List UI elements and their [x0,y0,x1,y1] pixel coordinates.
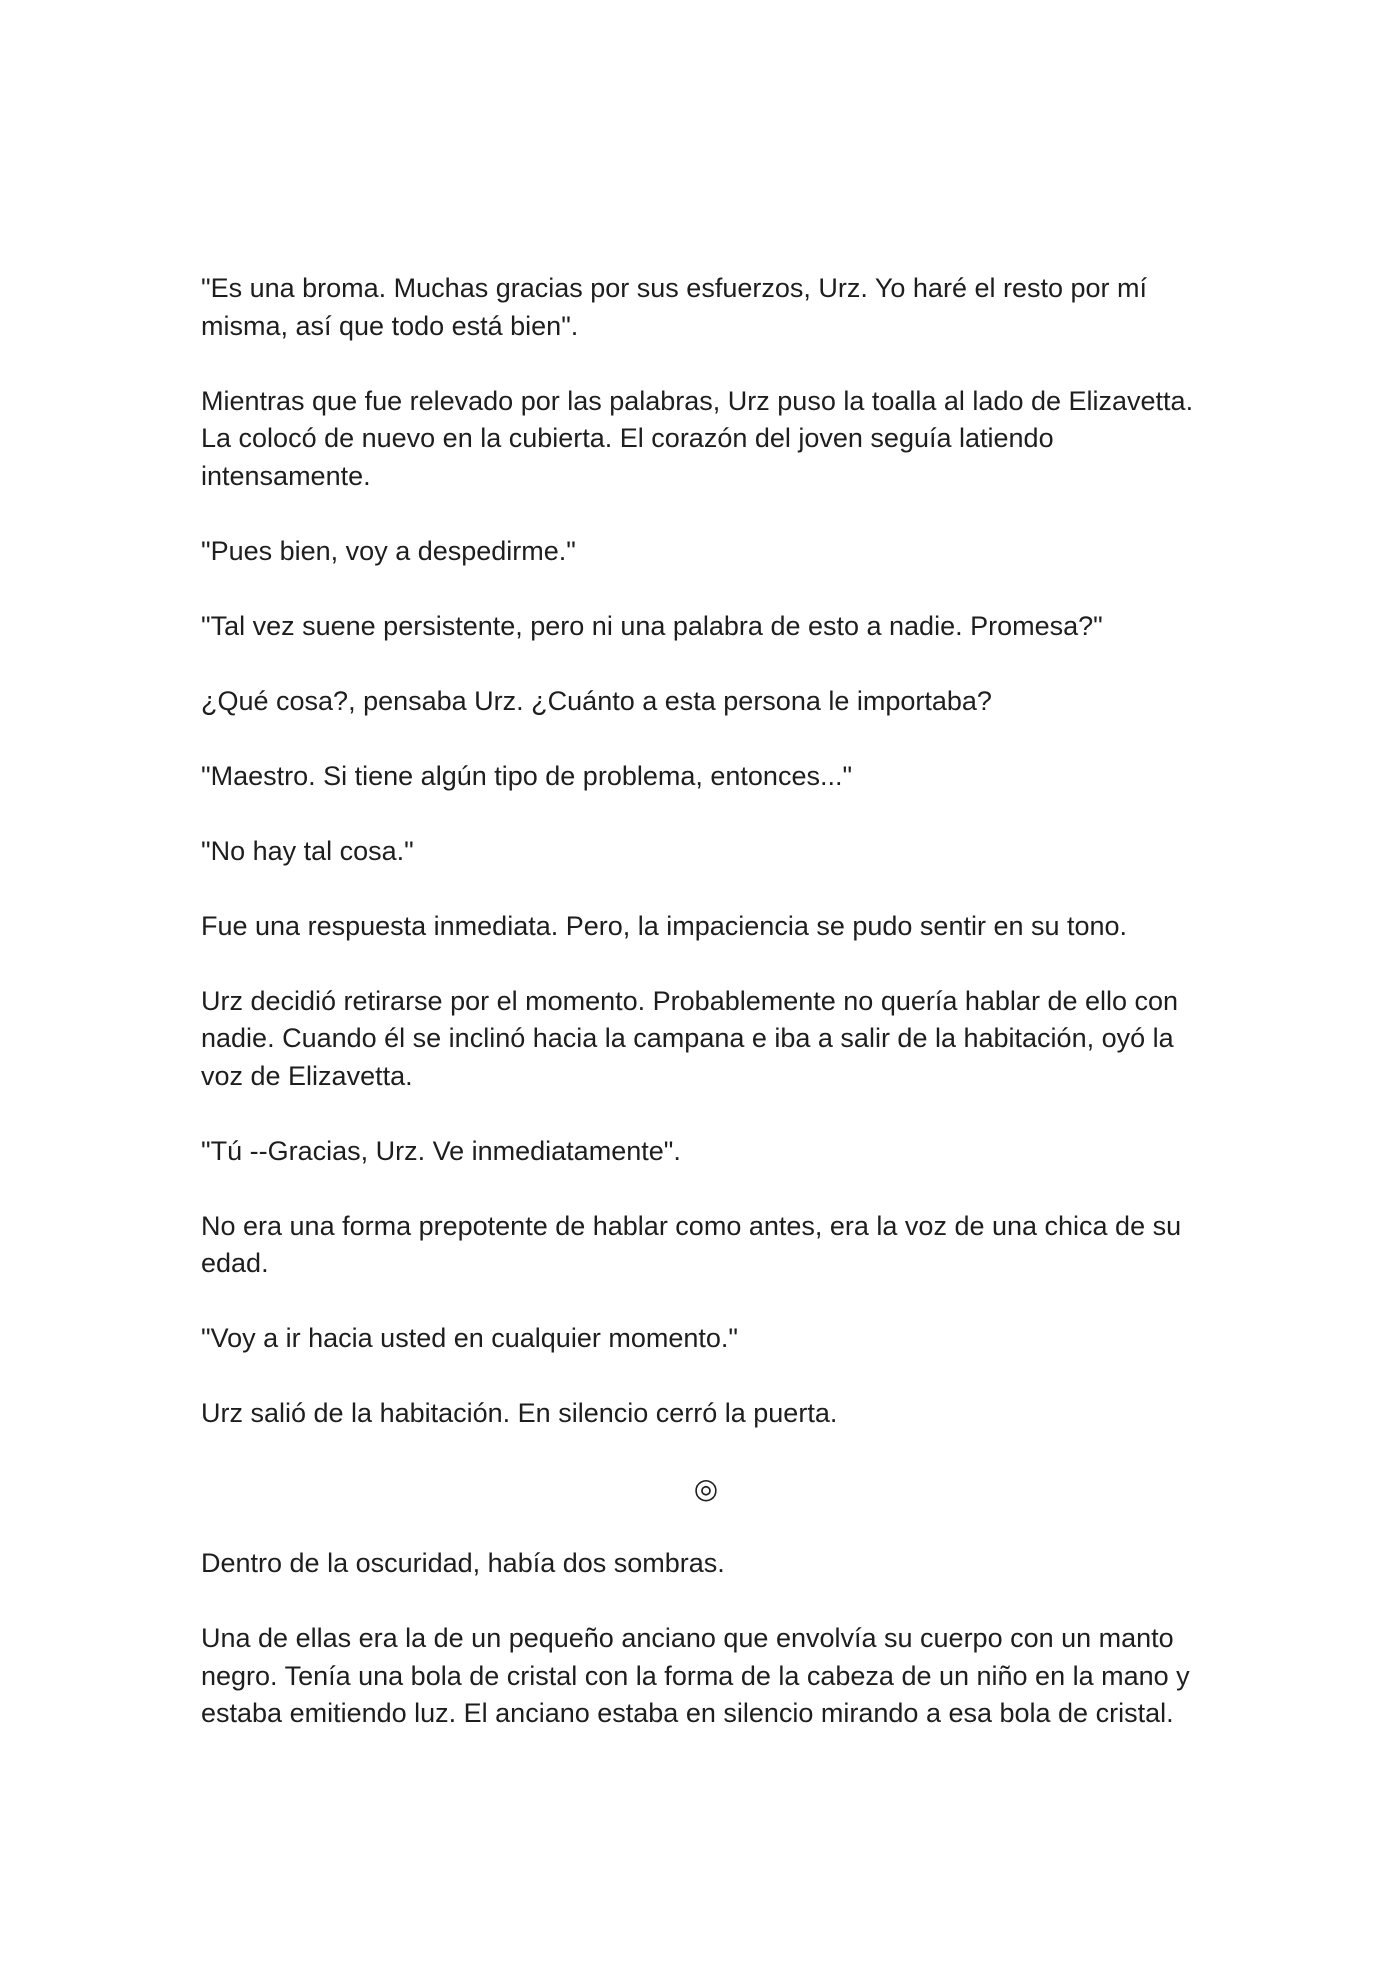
paragraph: "No hay tal cosa." [201,835,414,866]
paragraph: "Tal vez suene persistente, pero ni una palabra de esto a nadie. Promesa?" [201,610,1103,641]
paragraph: "Tú --Gracias, Urz. Ve inmediatamente". [201,1135,681,1166]
paragraph: "Pues bien, voy a despedirme." [201,535,576,566]
scene-break-icon: ◎ [693,1473,719,1504]
paragraph: Una de ellas era la de un pequeño anciano que envolvía su cuerpo con un manto negro. Tenía una bola de cristal con la forma de la cabeza de un niño en la mano y estaba emitiendo luz. El anciano estaba en silencio mirando a esa bola de cristal. [201,1623,1190,1728]
paragraph: Mientras que fue relevado por las palabras, Urz puso la toalla al lado de Elizavetta. La colocó de nuevo en la cubierta. El corazón del joven seguía latiendo intensamente. [201,385,1194,491]
paragraph: "Voy a ir hacia usted en cualquier momento." [201,1323,738,1353]
paragraph: Dentro de la oscuridad, había dos sombras. [201,1548,725,1578]
paragraph: No era una forma prepotente de hablar como antes, era la voz de una chica de su edad. [201,1210,1182,1278]
paragraph: Fue una respuesta inmediata. Pero, la impaciencia se pudo sentir en su tono. [201,910,1128,941]
document-body [201,270,1211,1770]
paragraph: Urz salió de la habitación. En silencio cerró la puerta. [201,1398,838,1428]
paragraph: ¿Qué cosa?, pensaba Urz. ¿Cuánto a esta persona le importaba? [201,685,992,716]
paragraph: Urz decidió retirarse por el momento. Probablemente no quería hablar de ello con nadie. Cuando él se inclinó hacia la campana e iba a salir de la habitación, oyó la voz de Elizavetta. [201,985,1179,1091]
paragraph: "Es una broma. Muchas gracias por sus esfuerzos, Urz. Yo haré el resto por mí misma, así que todo está bien". [201,273,1148,341]
paragraph: "Maestro. Si tiene algún tipo de problema, entonces..." [201,760,853,791]
